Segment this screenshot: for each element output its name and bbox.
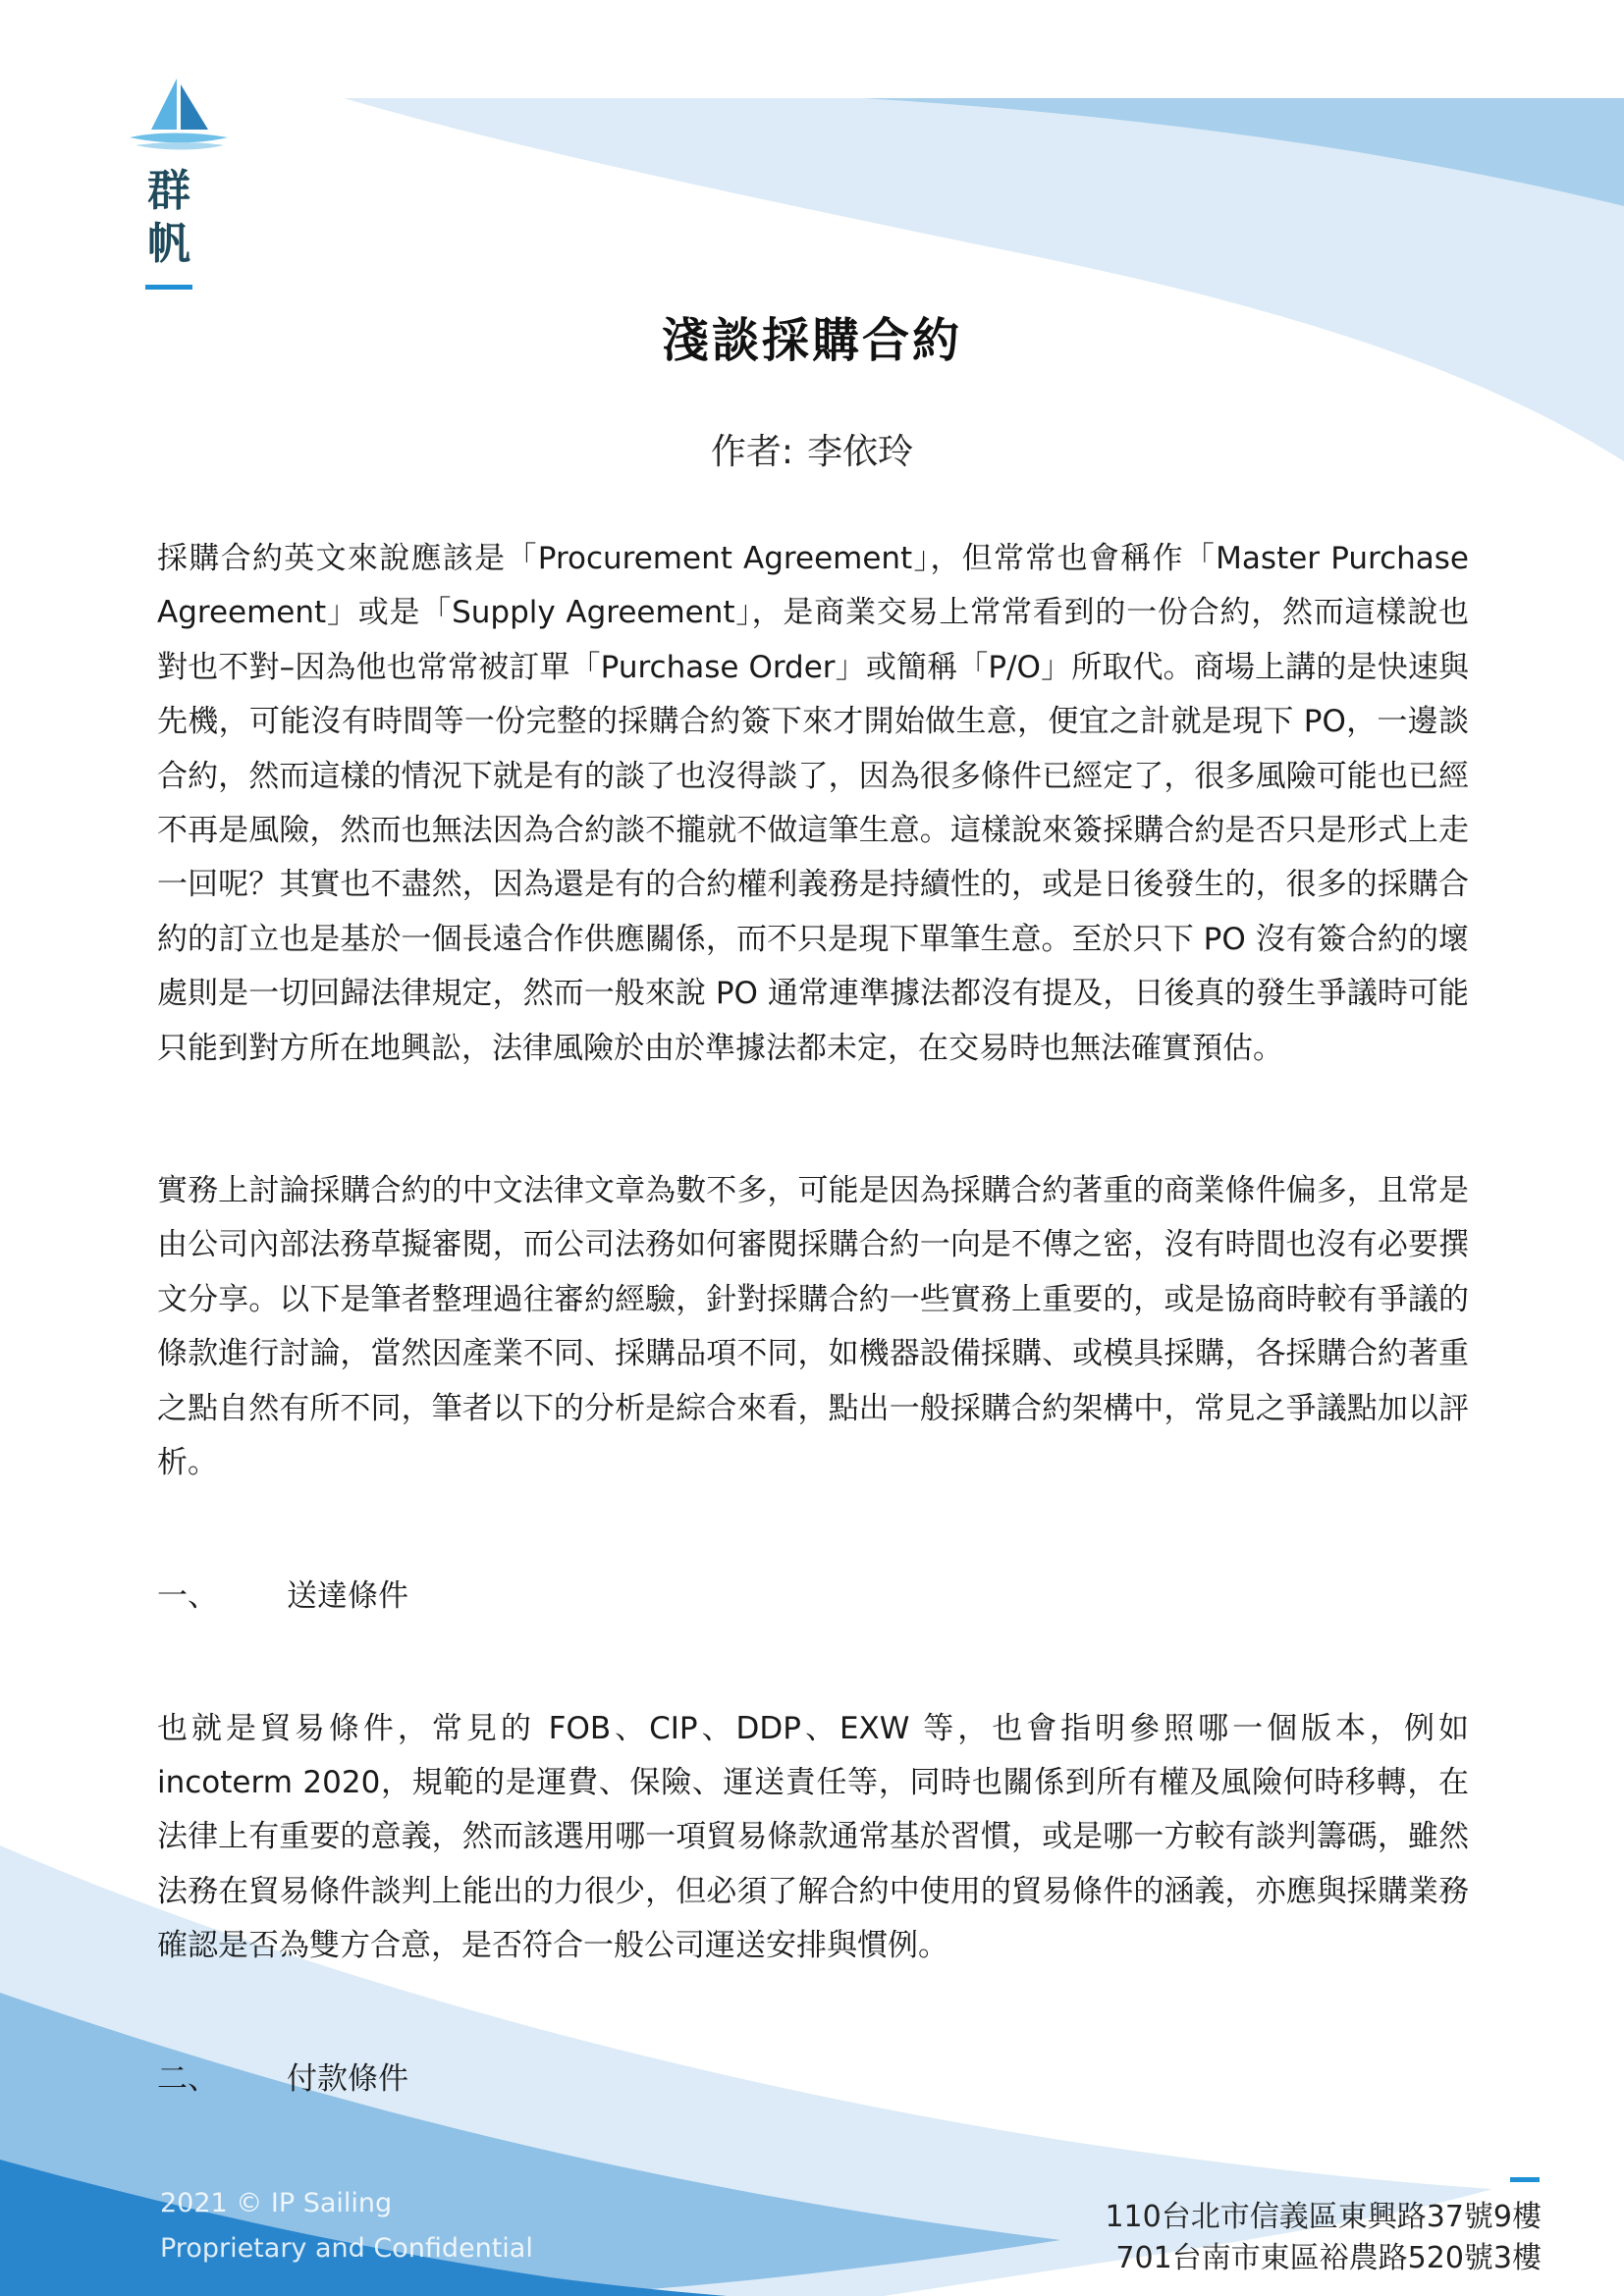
sailboat-logo-icon bbox=[126, 75, 232, 157]
section-title: 付款條件 bbox=[287, 2060, 408, 2097]
footer-copyright: 2021 © IP Sailing bbox=[160, 2188, 393, 2218]
section-number: 一、 bbox=[157, 1577, 218, 1614]
address-taipei: 110台北市信義區東興路37號9樓 bbox=[1105, 2200, 1542, 2234]
logo-wordmark: 群帆 bbox=[147, 166, 190, 269]
author-name: 李依玲 bbox=[807, 432, 914, 472]
footer-accent-dash bbox=[1510, 2177, 1540, 2182]
footer-copyright-block bbox=[160, 2181, 533, 2271]
paragraph-delivery-terms: 也就是貿易條件，常見的 FOB、CIP、DDP、EXW 等，也會指明參照哪一個版本，例如 incoterm 2020，規範的是運費、保險、運送責任等，同時也關係到所有權及風險何時移轉，在法律上有重要的意義，然而該選用哪一項貿易條款通常基於習慣，或是哪一方較有談判籌碼，雖然法務在貿易條件談判上能出的力很少，但必須了解合約中使用的貿易條件的涵義，亦應與採購業務確認是否為雙方合意，是否符合一般公司運送安排與慣例。 bbox=[157, 1710, 1469, 1964]
section-heading-delivery bbox=[157, 1570, 1469, 1624]
document-title: 淺談採購合約 bbox=[661, 313, 962, 368]
document-body bbox=[157, 532, 1469, 2107]
company-logo bbox=[126, 75, 232, 290]
section-number: 二、 bbox=[157, 2060, 218, 2097]
author-label: 作者: bbox=[710, 432, 794, 472]
footer-addresses bbox=[1105, 2197, 1542, 2279]
paragraph-intro: 採購合約英文來說應該是「Procurement Agreement」，但常常也會稱作「Master Purchase Agreement」或是「Supply Agreement」，是商業交易上常常看到的一份合約，然而這樣說也對也不對–因為他也常常被訂單「Purchase Order」或簡稱「P/O」所取代。商場上講的是快速與先機，可能沒有時間等一份完整的採購合約簽下來才開始做生意，便宜之計就是現下 PO，一邊談合約，然而這樣的情況下就是有的談了也沒得談了，因為很多條件已經定了，很多風險可能也已經不再是風險，然而也無法因為合約談不攏就不做這筆生意。這樣說來簽採購合約是否只是形式上走一回呢？其實也不盡然，因為還是有的合約權利義務是持續性的，或是日後發生的，很多的採購合約的訂立也是基於一個長遠合作供應關係，而不只是現下單筆生意。至於只下 PO 沒有簽合約的壞處則是一切回歸法律規定，然而一般來說 PO 通常連準據法都沒有提及，日後真的發生爭議時可能只能到對方所在地興訟，法律風險於由於準據法都未定，在交易時也無法確實預估。 bbox=[157, 541, 1469, 1066]
footer-confidential: Proprietary and Confidential bbox=[160, 2233, 533, 2264]
author-line bbox=[0, 424, 1624, 474]
paragraph-background: 實務上討論採購合約的中文法律文章為數不多，可能是因為採購合約著重的商業條件偏多，且常是由公司內部法務草擬審閱，而公司法務如何審閱採購合約一向是不傳之密，沒有時間也沒有必要撰文分享。以下是筆者整理過往審約經驗，針對採購合約一些實務上重要的，或是協商時較有爭議的條款進行討論，當然因產業不同、採購品項不同，如機器設備採購、或模具採購，各採購合約著重之點自然有所不同，筆者以下的分析是綜合來看，點出一般採購合約架構中，常見之爭議點加以評析。 bbox=[157, 1173, 1469, 1481]
section-title: 送達條件 bbox=[287, 1577, 408, 1614]
address-tainan: 701台南市東區裕農路520號3樓 bbox=[1115, 2241, 1542, 2275]
logo-accent-bar bbox=[145, 285, 192, 290]
section-heading-payment bbox=[157, 2053, 1469, 2107]
